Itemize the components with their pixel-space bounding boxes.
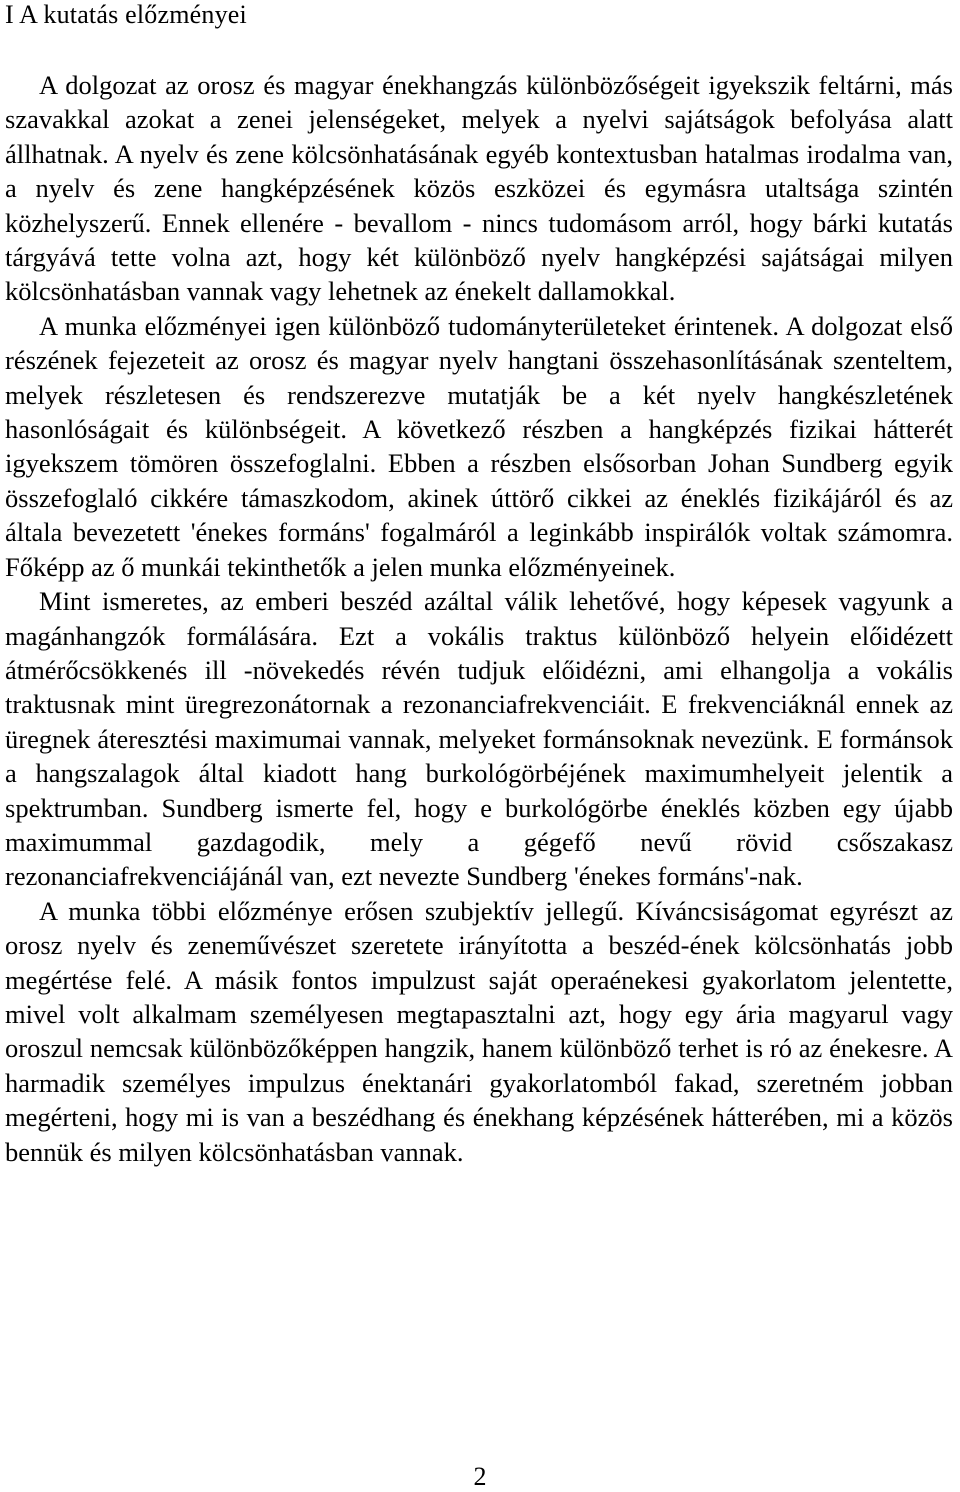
document-page [5,0,953,1169]
paragraph-2: A munka előzményei igen különböző tudományterületeket érintenek. A dolgozat első részének fejezeteit az orosz és magyar nyelv hangtani összehasonlításának szenteltem, melyek részletesen és rendszerezve mutatják be a két nyelv hangkészletének hasonlóságait és különbségeit. A következő részben a hangképzés fizikai hátterét igyekszem tömören összefoglalni. Ebben a részben elsősorban Johan Sundberg egyik összefoglaló cikkére támaszkodom, akinek úttörő cikkei az éneklés fizikájáról és az általa bevezetett 'énekes formáns' fogalmáról a leginkább inspirálók voltak számomra. Főképp az ő munkái tekinthetők a jelen munka előzményeinek. [5,310,953,582]
paragraph-4: A munka többi előzménye erősen szubjektív jellegű. Kíváncsiságomat egyrészt az orosz nyelv és zeneművészet szeretete irányította a beszéd-ének kölcsönhatás jobb megértése felé. A másik fontos impulzust saját operaénekesi gyakorlatom jelentette, mivel volt alkalmam személyesen megtapasztalni azt, hogy egy ária magyarul vagy oroszul nemcsak különbözőképpen hangzik, hanem különböző terhet is ró az énekesre. A harmadik személyes impulzus énektanári gyakorlatomból fakad, szeretném jobban megérteni, hogy mi is van a beszédhang és énekhang képzésének hátterében, mi a közös bennük és milyen kölcsönhatásban vannak. [5,895,953,1167]
body-text [5,68,953,1169]
paragraph-1: A dolgozat az orosz és magyar énekhangzás különbözőségeit igyekszik feltárni, más szavakkal azokat a zenei jelenségeket, melyek a nyelvi sajátságok befolyása alatt állhatnak. A nyelv és zene kölcsönhatásának egyéb kontextusban hatalmas irodalma van, a nyelv és zene hangképzésének közös eszközei és egymásra utaltsága szintén közhelyszerű. Ennek ellenére - bevallom - nincs tudomásom arról, hogy bárki kutatás tárgyává tette volna azt, hogy két különböző nyelv hangképzési sajátságai milyen kölcsönhatásban vannak vagy lehetnek az énekelt dallamokkal. [5,70,953,307]
section-heading: I A kutatás előzményei [5,0,247,29]
page-number: 2 [473,1462,487,1491]
paragraph-3: Mint ismeretes, az emberi beszéd azáltal válik lehetővé, hogy képesek vagyunk a magánhangzók formálására. Ezt a vokális traktus különböző helyein előidézett átmérőcsökkenés ill -növekedés révén tudjuk előidézni, ami elhangolja a vokális traktusnak mint üregrezonátornak a rezonanciafrekvenciáit. E frekvenciáknál ennek az üregnek áteresztési maximumai vannak, melyeket formánsoknak nevezünk. E formánsok a hangszalagok által kiadott hang burkológörbéjének maximumhelyeit jelentik a spektrumban. Sundberg ismerte fel, hogy e burkológörbe éneklés közben egy újabb maximummal gazdagodik, mely a gégefő nevű rövid csőszakasz rezonanciafrekvenciájánál van, ezt nevezte Sundberg 'énekes formáns'-nak. [5,586,953,892]
